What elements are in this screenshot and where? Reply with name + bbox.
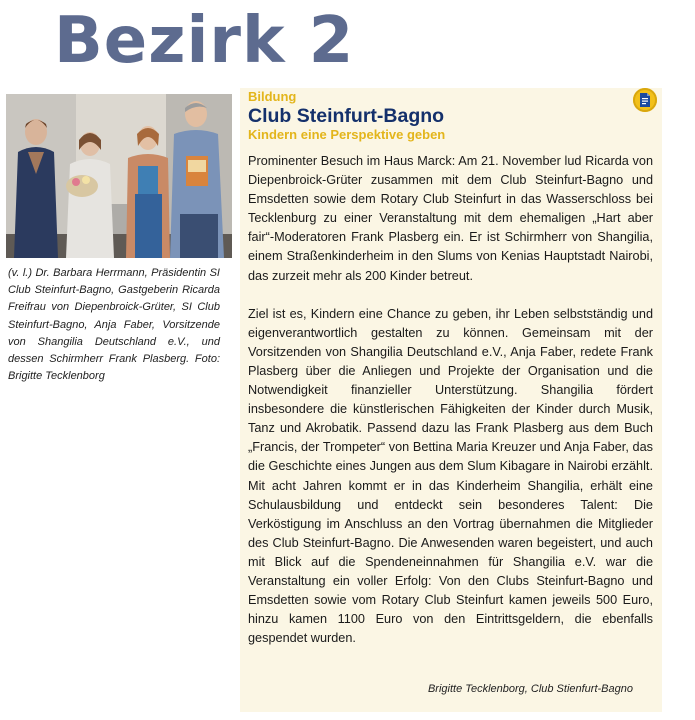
article-title: Club Steinfurt-Bagno: [248, 105, 445, 127]
photo-caption: (v. l.) Dr. Barbara Herrmann, Präsidentin SI Club Steinfurt-Bagno, Gastgeberin Ricarda Freifrau von Diepenbroick-Grüter, SI Club Steinfurt-Bagno, Anja Faber, Vorsitzende von Shangilia Deutschland e.V., und dessen Schirmherr Frank Plasberg. Foto: Brigitte Tecklenborg: [8, 267, 220, 383]
article-category: Bildung: [248, 89, 297, 104]
group-photo-illustration: [6, 94, 232, 258]
article-subtitle: Kindern eine Perspektive geben: [248, 127, 446, 142]
article-paragraph-2: Ziel ist es, Kindern eine Chance zu geben, ihr Leben selbstständig und eigenverantwortlich gestalten zu können. Gemeinsam mit der Vorsitzenden von Shangilia Deutschland e.V., Anja Faber, redete Frank Plasberg über die Anliegen und Projekte der Organisation und die Notwendigkeit finanzieller Unterstützung. Shangilia fördert insbesondere die künstlerischen Fähigkeiten der Kinder durch Musik, Tanz und Akrobatik. Passend dazu las Frank Plasberg aus dem Buch „Francis, der Trompeter“ von Bettina Maria Kreuzer und Anja Faber, das die Geschichte eines Jungen aus dem Slum Kibagare in Nairobi erzählt. Mit acht Jahren kommt er in das Kinderheim Shangilia, erhält eine Schulausbildung und entdeckt sein besonderes Talent: Die Verköstigung im Anschluss an den Vortrag übernahmen die Mitglieder des Club Steinfurt-Bagno. Die Anwesenden waren begeistert, und auch mit Blick auf die Spendeneinnahmen für Shangilia e.V. war die Veranstaltung ein voller Erfolg: Von den Clubs Steinfurt-Bagno und Emsdetten sowie vom Rotary Club Steinfurt kamen jeweils 500 Euro, hinzu kamen 1100 Euro von den Eintrittsgeldern, die ebenfalls gespendet wurden.: [248, 306, 653, 646]
article-paragraph-1: Prominenter Besuch im Haus Marck: Am 21. November lud Ricarda von Diepenbroick-Grüter zusammen mit dem Club Steinfurt-Bagno und Emsdetten sowie dem Rotary Club Steinfurt in das Wasserschloss bei Tecklenburg zu einer Veranstaltung mit dem ehemaligen „Hart aber fair“-Moderatoren Frank Plasberg ein. Er ist Schirmherr von Shangilia, einem Straßenkinderheim in den Slums von Kenias Hauptstadt Nairobi, das zurzeit mehr als 200 Kinder betreut.: [248, 154, 653, 283]
article-signature: Brigitte Tecklenborg, Club Stienfurt-Bagno: [427, 683, 633, 695]
article-body: [248, 152, 653, 667]
document-icon: [639, 93, 651, 107]
document-badge: [633, 88, 657, 112]
group-photo: [6, 94, 232, 258]
district-title: Bezirk 2: [54, 4, 355, 78]
